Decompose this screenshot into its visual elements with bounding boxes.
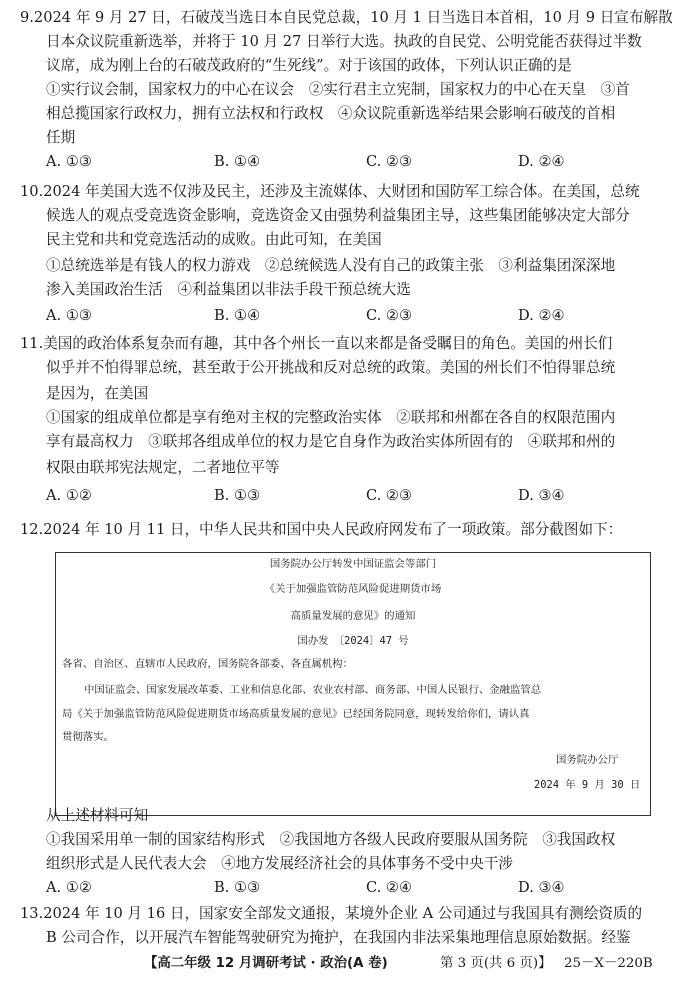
question-9-statement-line: 相总揽国家行政权力，拥有立法权和行政权 ④众议院重新选举结果会影响石破茂的首相 xyxy=(46,105,616,122)
notice-addressee: 各省、自治区、直辖市人民政府，国务院各部委、各直属机构： xyxy=(62,658,353,670)
notice-signature: 国务院办公厅 xyxy=(556,754,619,766)
question-12-stem-line: 12.2024 年 10 月 11 日，中华人民共和国中央人民政府网发布了一项政策。部分截图如下： xyxy=(20,521,623,538)
option-d[interactable]: D. ②④ xyxy=(518,153,565,170)
question-11-stem-line: 似乎并不怕得罪总统，甚至敢于公开挑战和反对总统的政策。美国的州长们不怕得罪总统 xyxy=(46,359,616,376)
question-10-stem-line: 候选人的观点受竞选资金影响，竞选资金又由强势利益集团主导，这些集团能够决定大部分 xyxy=(46,207,630,224)
notice-title-line: 国务院办公厅转发中国证监会等部门 xyxy=(269,558,437,570)
question-12-statement-line: 组织形式是人民代表大会 ④地方发展经济社会的具体事务不受中央干涉 xyxy=(46,855,514,872)
question-12-prompt: 从上述材料可知 xyxy=(46,807,149,824)
notice-body-line: 局《关于加强监管防范风险促进期货市场高质量发展的意见》已经国务院同意，现转发给你们，请认真 xyxy=(62,708,530,720)
question-11-statement-line: 享有最高权力 ③联邦各组成单位的权力是它自身作为政治实体所固有的 ④联邦和州的 xyxy=(46,433,616,450)
option-c[interactable]: C. ②③ xyxy=(366,487,413,504)
question-9-statement-line: ①实行议会制，国家权力的中心在议会 ②实行君主立宪制，国家权力的中心在天皇 ③首 xyxy=(46,81,630,98)
option-d[interactable]: D. ②④ xyxy=(518,307,565,324)
footer-paper-code: 25－X－220B xyxy=(564,956,653,971)
question-11-stem-line: 是因为，在美国 xyxy=(46,385,149,402)
question-12-statement-line: ①我国采用单一制的国家结构形式 ②我国地方各级人民政府要服从国务院 ③我国政权 xyxy=(46,831,616,848)
question-11-statement-line: ①国家的组成单位都是享有绝对主权的完整政治实体 ②联邦和州都在各自的权限范围内 xyxy=(46,409,616,426)
option-b[interactable]: B. ①③ xyxy=(214,879,261,896)
option-d[interactable]: D. ③④ xyxy=(518,487,565,504)
notice-title-line: 高质量发展的意见》的通知 xyxy=(290,610,416,622)
notice-document-number: 国办发 〔2024〕47 号 xyxy=(297,635,409,647)
policy-notice-screenshot xyxy=(55,552,651,816)
notice-body-line: 贯彻落实。 xyxy=(62,731,114,743)
option-a[interactable]: A. ①② xyxy=(46,879,92,896)
question-9-statement-line: 任期 xyxy=(46,129,76,146)
footer-page-number: 第 3 页(共 6 页)】 xyxy=(440,956,552,971)
option-a[interactable]: A. ①③ xyxy=(46,153,92,170)
question-11-stem-line: 11.美国的政治体系复杂而有趣，其中各个州长一直以来都是备受瞩目的角色。美国的州长们 xyxy=(20,335,613,352)
question-10-stem-line: 民主党和共和党竞选活动的成败。由此可知，在美国 xyxy=(46,231,382,248)
question-11-statement-line: 权限由联邦宪法规定，二者地位平等 xyxy=(46,459,280,476)
notice-date: 2024 年 9 月 30 日 xyxy=(534,779,641,791)
notice-title-line: 《关于加强监管防范风险促进期货市场 xyxy=(264,583,442,595)
option-c[interactable]: C. ②③ xyxy=(366,307,413,324)
option-a[interactable]: A. ①② xyxy=(46,487,92,504)
question-9-stem-line: 议席，成为刚上台的石破茂政府的“生死线”。对于该国的政体，下列认识正确的是 xyxy=(46,57,572,74)
question-10-stem-line: 10.2024 年美国大选不仅涉及民主，还涉及主流媒体、大财团和国防军工综合体。在美国，总统 xyxy=(20,183,640,200)
option-b[interactable]: B. ①③ xyxy=(214,487,261,504)
question-10-statement-line: ①总统选举是有钱人的权力游戏 ②总统候选人没有自己的政策主张 ③利益集团深深地 xyxy=(46,257,616,274)
option-c[interactable]: C. ②③ xyxy=(366,153,413,170)
question-13-stem-line: B 公司合作，以开展汽车智能驾驶研究为掩护，在我国内非法采集地理信息原始数据。经鉴 xyxy=(46,929,631,946)
notice-body-line: 中国证监会、国家发展改革委、工业和信息化部、农业农村部、商务部、中国人民银行、金融监管总 xyxy=(84,684,542,696)
question-9-stem-line: 日本众议院重新选举，并将于 10 月 27 日举行大选。执政的自民党、公明党能否获得过半数 xyxy=(46,33,642,50)
footer-exam-title: 【高二年级 12 月调研考试 · 政治(A 卷) xyxy=(144,956,388,971)
option-b[interactable]: B. ①④ xyxy=(214,153,261,170)
option-b[interactable]: B. ①④ xyxy=(214,307,261,324)
question-9-stem-line: 9.2024 年 9 月 27 日，石破茂当选日本自民党总裁，10 月 1 日当选日本首相，10 月 9 日宣布解散 xyxy=(20,9,673,26)
question-10-statement-line: 渗入美国政治生活 ④利益集团以非法手段干预总统大选 xyxy=(46,281,411,298)
option-c[interactable]: C. ②④ xyxy=(366,879,413,896)
question-13-stem-line: 13.2024 年 10 月 16 日，国家安全部发文通报，某境外企业 A 公司通过与我国具有测绘资质的 xyxy=(20,905,643,922)
option-a[interactable]: A. ①③ xyxy=(46,307,92,324)
option-d[interactable]: D. ③④ xyxy=(518,879,565,896)
